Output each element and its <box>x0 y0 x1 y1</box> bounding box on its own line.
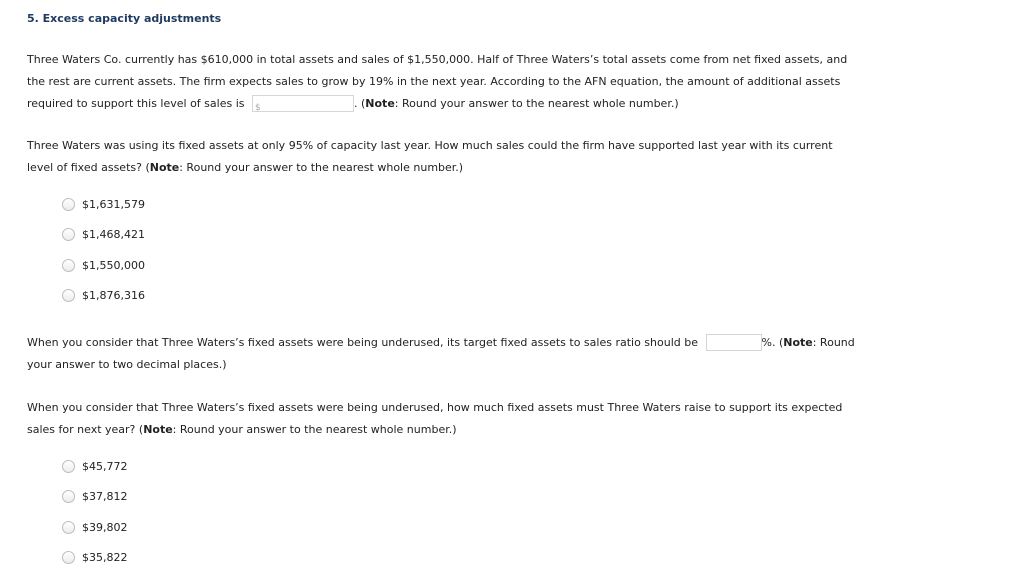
question-2 <box>27 135 857 179</box>
note-text: : Round your answer to two decimal places.) <box>27 336 855 371</box>
option-row[interactable] <box>62 189 145 220</box>
note-label: Note <box>143 423 173 436</box>
radio-button[interactable] <box>62 228 75 241</box>
question-3-text: When you consider that Three Waters’s fixed assets were being underused, its target fixed assets to sales ratio should be <box>27 336 698 349</box>
radio-button[interactable] <box>62 521 75 534</box>
afn-answer-input[interactable] <box>252 95 354 112</box>
option-row[interactable] <box>62 250 145 281</box>
note-text: : Round your answer to the nearest whole number.) <box>394 97 679 110</box>
option-label[interactable]: $1,550,000 <box>82 258 145 272</box>
note-label: Note <box>365 97 395 110</box>
question-1-text: Three Waters Co. currently has $610,000 in total assets and sales of $1,550,000. Half of Three Waters’s total assets come from net fixed assets, and the rest are current assets. The firm expects sales to grow by 19% in the next year. According to the AFN equation, the amount of additional assets required to support this level of sales is <box>27 53 848 110</box>
option-row[interactable] <box>62 512 128 543</box>
option-label[interactable]: $37,812 <box>82 490 128 504</box>
radio-button[interactable] <box>62 198 75 211</box>
radio-button[interactable] <box>62 551 75 564</box>
radio-button[interactable] <box>62 490 75 503</box>
option-row[interactable] <box>62 482 128 513</box>
option-row[interactable] <box>62 281 145 312</box>
option-label[interactable]: $1,631,579 <box>82 197 145 211</box>
question-2-options <box>62 189 145 311</box>
note-label: Note <box>149 161 180 174</box>
option-row[interactable] <box>62 543 128 574</box>
radio-button[interactable] <box>62 289 75 302</box>
note-text: : Round your answer to the nearest whole number.) <box>179 161 464 174</box>
option-label[interactable]: $35,822 <box>82 551 128 565</box>
option-label[interactable]: $1,876,316 <box>82 289 145 303</box>
option-label[interactable]: $39,802 <box>82 520 128 534</box>
question-1 <box>27 49 857 115</box>
option-row[interactable] <box>62 451 128 482</box>
question-3-after: %. ( <box>761 336 784 349</box>
question-4-options <box>62 451 128 573</box>
dollar-placeholder: $ <box>255 102 261 113</box>
question-4 <box>27 397 857 441</box>
option-row[interactable] <box>62 220 145 251</box>
question-4-text: When you consider that Three Waters’s fixed assets were being underused, how much fixed assets must Three Waters raise to support its expected sales for next year? ( <box>27 401 843 436</box>
option-label[interactable]: $1,468,421 <box>82 228 145 242</box>
radio-button[interactable] <box>62 460 75 473</box>
ratio-answer-input[interactable] <box>706 334 762 351</box>
question-1-after: . ( <box>354 97 366 110</box>
radio-button[interactable] <box>62 259 75 272</box>
option-label[interactable]: $45,772 <box>82 459 128 473</box>
note-label: Note <box>783 336 813 349</box>
section-title: 5. Excess capacity adjustments <box>27 12 222 25</box>
note-text: : Round your answer to the nearest whole number.) <box>172 423 457 436</box>
question-2-text: Three Waters was using its fixed assets at only 95% of capacity last year. How much sales could the firm have supported last year with its current level of fixed assets? ( <box>27 139 833 174</box>
question-3 <box>27 332 857 376</box>
